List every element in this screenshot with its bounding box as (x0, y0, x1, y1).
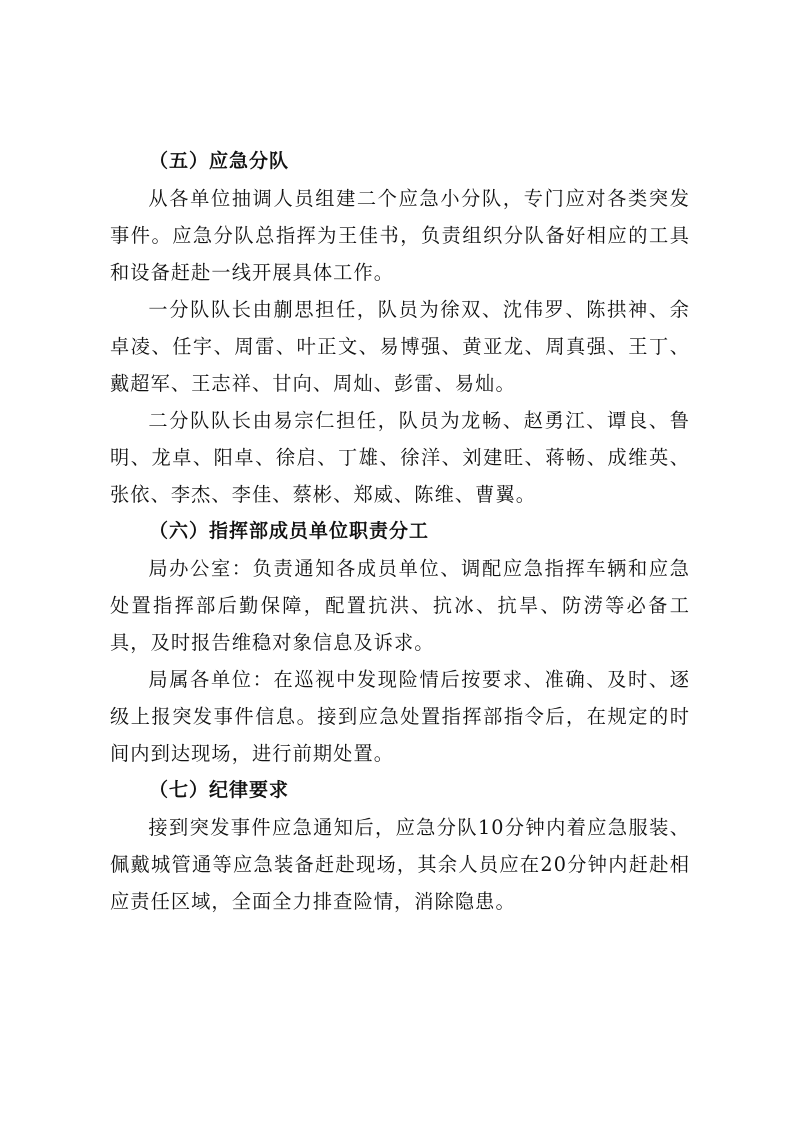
section-heading-emergency-team: （五）应急分队 (149, 150, 290, 172)
paragraph-discipline-requirements: 接到突发事件应急通知后，应急分队10分钟内着应急服装、佩戴城管通等应急装备赶赴现场，其余人员应在20分钟内赶赴相应责任区域，全面全力排查险情，消除隐患。 (110, 816, 690, 913)
document-body (110, 143, 690, 920)
paragraph-office-duties: 局办公室：负责通知各成员单位、调配应急指挥车辆和应急处置指挥部后勤保障，配置抗洪、抗冰、抗旱、防涝等必备工具，及时报告维稳对象信息及诉求。 (110, 557, 690, 654)
section-heading-duties: （六）指挥部成员单位职责分工 (149, 520, 430, 542)
paragraph-team-one-members: 一分队队长由蒯思担任，队员为徐双、沈伟罗、陈拱神、余卓凌、任宇、周雷、叶正文、易博强、黄亚龙、周真强、王丁、戴超军、王志祥、甘向、周灿、彭雷、易灿。 (110, 298, 690, 395)
paragraph-emergency-team-overview: 从各单位抽调人员组建二个应急小分队，专门应对各类突发事件。应急分队总指挥为王佳书，负责组织分队备好相应的工具和设备赶赴一线开展具体工作。 (110, 187, 690, 284)
paragraph-unit-duties: 局属各单位：在巡视中发现险情后按要求、准确、及时、逐级上报突发事件信息。接到应急处置指挥部指令后，在规定的时间内到达现场，进行前期处置。 (110, 668, 690, 765)
section-heading-discipline: （七）纪律要求 (149, 779, 290, 801)
paragraph-team-two-members: 二分队队长由易宗仁担任，队员为龙畅、赵勇江、谭良、鲁明、龙卓、阳卓、徐启、丁雄、徐洋、刘建旺、蒋畅、成维英、张依、李杰、李佳、蔡彬、郑威、陈维、曹翼。 (110, 409, 690, 506)
